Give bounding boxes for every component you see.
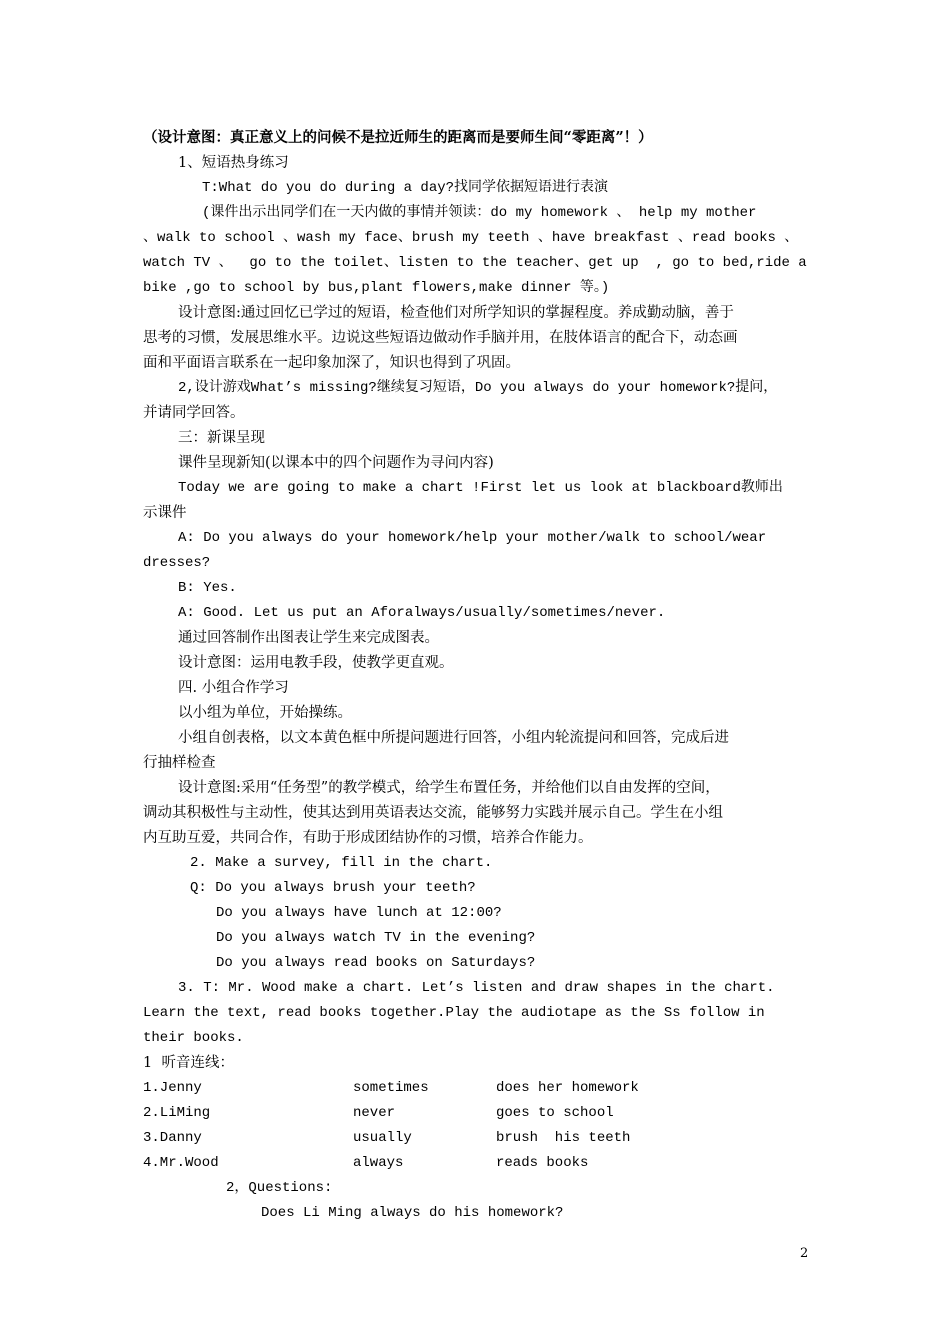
game-line: 2,设计游戏What’s missing?继续复习短语，Do you always do your homework?提问， — [178, 380, 778, 396]
match-frequency: never — [353, 1105, 396, 1121]
wood-line: Learn the text, read books together.Play the audiotape as the Ss follow in — [143, 1005, 765, 1021]
design-intent-text: 调动其积极性与主动性，使其达到用英语表达交流，能够努力实践并展示自己。学生在小组 — [143, 805, 723, 821]
intent-heading: （设计意图：真正意义上的问候不是拉近师生的距离而是要师生间“零距离”！） — [143, 129, 653, 146]
match-activity: reads books — [496, 1155, 589, 1171]
wood-line: 3. T: Mr. Wood make a chart. Let’s listen and draw shapes in the chart. — [178, 980, 775, 996]
warmup-paragraph-line: 、walk to school 、wash my face、brush my teeth 、have breakfast 、read books 、 — [143, 230, 799, 246]
design-intent-text: 设计意图：运用电教手段，使教学更直观。 — [178, 655, 454, 671]
chart-note: 通过回答制作出图表让学生来完成图表。 — [178, 630, 439, 646]
dialog-line: dresses? — [143, 555, 211, 571]
match-frequency: sometimes — [353, 1080, 429, 1096]
match-activity: does her homework — [496, 1080, 639, 1096]
page-number: 2 — [800, 1246, 809, 1261]
dialog-line: A: Do you always do your homework/help your mother/walk to school/wear — [178, 530, 767, 546]
design-intent-text: 思考的习惯，发展思维水平。边说这些短语边做动作手脑并用，在肢体语言的配合下，动态画 — [143, 330, 738, 346]
group-line: 行抽样检查 — [143, 755, 216, 771]
listen-title: 1 听音连线： — [143, 1055, 234, 1071]
match-name: 2.LiMing — [143, 1105, 211, 1121]
today-line: 示课件 — [143, 505, 187, 521]
dialog-line: B: Yes. — [178, 580, 237, 596]
group-line: 以小组为单位，开始操练。 — [178, 705, 352, 721]
survey-question: Do you always have lunch at 12:00? — [216, 905, 502, 921]
dialog-line: A: Good. Let us put an Aforalways/usually/sometimes/never. — [178, 605, 666, 621]
game-line: 并请同学回答。 — [143, 405, 245, 421]
warmup-paragraph-line: watch TV 、 go to the toilet、listen to the teacher、get up , go to bed,ride a — [143, 255, 807, 271]
match-name: 4.Mr.Wood — [143, 1155, 219, 1171]
survey-question: Q: Do you always brush your teeth? — [190, 880, 476, 896]
group-line: 小组自创表格，以文本黄色框中所提问题进行回答，小组内轮流提问和回答，完成后进 — [178, 730, 729, 746]
warmup-title: 1、短语热身练习 — [178, 155, 289, 171]
question-line: Does Li Ming always do his homework? — [261, 1205, 564, 1221]
design-intent-text: 设计意图:采用“任务型”的教学模式，给学生布置任务，并给他们以自由发挥的空间， — [178, 780, 720, 796]
match-name: 1.Jenny — [143, 1080, 202, 1096]
match-name: 3.Danny — [143, 1130, 202, 1146]
section-heading: 三：新课呈现 — [178, 430, 265, 446]
design-intent-text: 面和平面语言联系在一起印象加深了，知识也得到了巩固。 — [143, 355, 520, 371]
presentation-line: 课件呈现新知(以课本中的四个问题作为寻问内容) — [178, 455, 494, 471]
survey-question: Do you always watch TV in the evening? — [216, 930, 536, 946]
match-activity: goes to school — [496, 1105, 614, 1121]
wood-line: their books. — [143, 1030, 244, 1046]
today-line: Today we are going to make a chart !First let us look at blackboard教师出 — [178, 480, 783, 496]
section-heading: 四. 小组合作学习 — [178, 680, 289, 696]
match-activity: brush his teeth — [496, 1130, 631, 1146]
questions-title: 2，Questions: — [226, 1180, 333, 1196]
survey-question: Do you always read books on Saturdays? — [216, 955, 536, 971]
design-intent-text: 内互助互爱，共同合作，有助于形成团结协作的习惯，培养合作能力。 — [143, 830, 593, 846]
survey-line: 2. Make a survey, fill in the chart. — [190, 855, 493, 871]
match-frequency: always — [353, 1155, 404, 1171]
warmup-paragraph-line: (课件出示出同学们在一天内做的事情并领读：do my homework 、 help my mother — [202, 205, 757, 221]
design-intent-text: 设计意图:通过回忆已学过的短语，检查他们对所学知识的掌握程度。养成勤动脑，善于 — [178, 305, 734, 321]
warmup-paragraph-line: bike ,go to school by bus,plant flowers,make dinner 等。) — [143, 280, 610, 296]
match-frequency: usually — [353, 1130, 412, 1146]
warmup-teacher-line: T:What do you do during a day?找同学依据短语进行表演 — [202, 180, 609, 196]
